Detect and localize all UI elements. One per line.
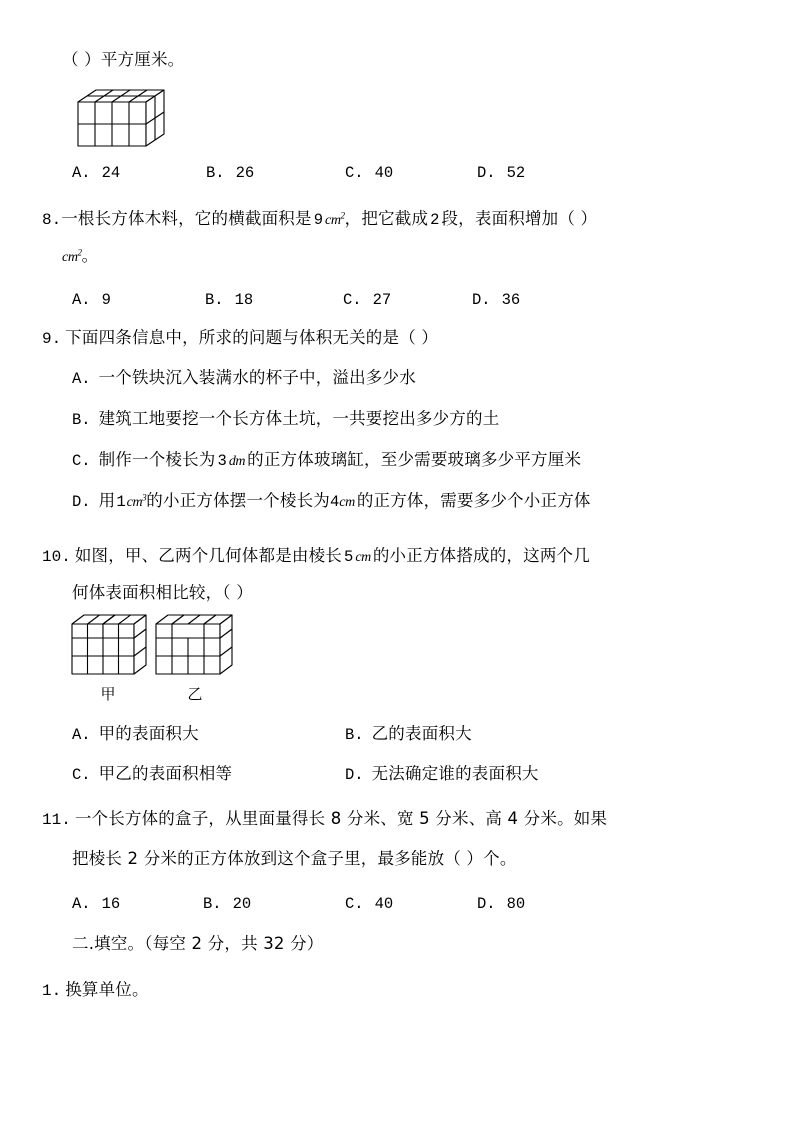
figure-caption-yi: 乙 bbox=[187, 685, 203, 703]
solid-jia-figure bbox=[66, 612, 150, 682]
question-9-stem bbox=[42, 330, 438, 347]
unit-cm: cm bbox=[355, 550, 371, 565]
option-row bbox=[345, 164, 393, 182]
unit-dm: dm bbox=[228, 454, 246, 469]
option-row bbox=[72, 291, 111, 309]
unit-cm: cm bbox=[339, 495, 355, 510]
option-label: C. bbox=[343, 291, 362, 309]
option-value: 36 bbox=[501, 291, 521, 309]
option-label: D. bbox=[472, 291, 491, 309]
option-label: B. bbox=[203, 895, 222, 913]
option-row bbox=[477, 895, 525, 913]
inline-number: 2 bbox=[430, 211, 440, 229]
option-value: 24 bbox=[101, 164, 121, 182]
question-text: 段，表面积增加（ ） bbox=[441, 209, 598, 228]
option-label: A. bbox=[72, 895, 91, 913]
inline-number: 3 bbox=[217, 452, 227, 470]
inline-number: 9 bbox=[313, 211, 324, 229]
option-value: 40 bbox=[374, 164, 394, 182]
section-two-heading: 二.填空。（每空 2 分，共 32 分） bbox=[72, 934, 324, 953]
question-9-option-d bbox=[72, 493, 591, 511]
option-text: 的小正方体摆一个棱长为 bbox=[146, 491, 330, 510]
question-text: 下面四条信息中，所求的问题与体积无关的是（ ） bbox=[65, 328, 439, 347]
question-10-option-b bbox=[345, 726, 472, 744]
option-label: D. bbox=[345, 766, 364, 784]
question-9-option-a bbox=[72, 370, 416, 388]
question-10-option-a bbox=[72, 726, 199, 744]
option-text: 甲的表面积大 bbox=[98, 724, 199, 743]
option-value: 80 bbox=[506, 895, 526, 913]
question-10-option-c bbox=[72, 766, 232, 784]
option-value: 9 bbox=[101, 291, 111, 309]
option-row bbox=[72, 895, 120, 913]
question-10-line-1 bbox=[42, 548, 590, 566]
option-value: 18 bbox=[234, 291, 254, 309]
question-10-line-2: 何体表面积相比较，（ ） bbox=[72, 583, 253, 602]
option-row bbox=[343, 291, 391, 309]
option-label: D. bbox=[477, 895, 496, 913]
question-8-line-1 bbox=[42, 211, 597, 229]
item-text: 换算单位。 bbox=[65, 980, 149, 999]
question-text: 一个长方体的盒子，从里面量得长 8 分米、宽 5 分米、高 4 分米。如果 bbox=[74, 809, 608, 828]
option-label: D. bbox=[477, 164, 496, 182]
option-text: 乙的表面积大 bbox=[371, 724, 472, 743]
option-label: C. bbox=[345, 164, 364, 182]
inline-number: 4 bbox=[329, 493, 340, 511]
question-number: 11. bbox=[42, 811, 71, 829]
section-two-item-1 bbox=[42, 982, 149, 999]
option-text: 用 bbox=[98, 491, 116, 510]
option-row bbox=[203, 895, 251, 913]
cuboid-4x2x2-figure bbox=[64, 88, 168, 150]
option-text: 的正方体玻璃缸，至少需要玻璃多少平方厘米 bbox=[247, 450, 582, 469]
option-value: 52 bbox=[506, 164, 526, 182]
question-text: 如图，甲、乙两个几何体都是由棱长 bbox=[74, 546, 343, 565]
option-value: 26 bbox=[235, 164, 255, 182]
option-value: 20 bbox=[232, 895, 252, 913]
option-row bbox=[472, 291, 520, 309]
question-number: 9. bbox=[42, 330, 62, 348]
unit-cm-squared: $cm^2$ bbox=[325, 210, 345, 228]
unit-cm-cubed: $cm^3$ bbox=[126, 492, 147, 510]
option-row bbox=[72, 164, 120, 182]
option-value: 16 bbox=[101, 895, 121, 913]
option-text: 的正方体，需要多少个小正方体 bbox=[356, 491, 591, 510]
figure-caption-jia: 甲 bbox=[100, 685, 116, 703]
option-value: 40 bbox=[374, 895, 394, 913]
option-label: B. bbox=[345, 726, 364, 744]
option-text: 建筑工地要挖一个长方体土坑，一共要挖出多少方的土 bbox=[98, 409, 500, 428]
question-text: 一根长方体木料，它的横截面积是 bbox=[61, 209, 312, 228]
unit-cm-squared: $cm^2$ bbox=[62, 247, 82, 265]
option-text: 一个铁块沉入装满水的杯子中，溢出多少水 bbox=[98, 368, 416, 387]
question-11-line-1 bbox=[42, 811, 607, 828]
top-fragment-text: （ ）平方厘米。 bbox=[62, 50, 185, 69]
option-label: C. bbox=[72, 452, 91, 470]
option-row bbox=[345, 895, 393, 913]
option-label: A. bbox=[72, 726, 91, 744]
option-text: 制作一个棱长为 bbox=[98, 450, 216, 469]
inline-number: 1 bbox=[116, 493, 126, 511]
solid-yi-figure bbox=[150, 612, 240, 682]
option-row bbox=[206, 164, 254, 182]
option-label: A. bbox=[72, 291, 91, 309]
question-text: 的小正方体搭成的，这两个几 bbox=[372, 546, 590, 565]
option-label: C. bbox=[345, 895, 364, 913]
inline-number: 5 bbox=[344, 548, 354, 566]
option-label: D. bbox=[72, 493, 91, 511]
option-value: 27 bbox=[372, 291, 392, 309]
question-10-option-d bbox=[345, 766, 539, 784]
option-row bbox=[205, 291, 253, 309]
option-label: B. bbox=[206, 164, 225, 182]
option-row bbox=[477, 164, 525, 182]
question-11-line-2: 把棱长 2 分米的正方体放到这个盒子里，最多能放（ ）个。 bbox=[72, 849, 517, 868]
option-text: 甲乙的表面积相等 bbox=[98, 764, 233, 783]
question-text: ，把它截成 bbox=[344, 209, 429, 228]
question-8-line-2 bbox=[62, 248, 98, 265]
option-label: A. bbox=[72, 164, 91, 182]
item-number: 1. bbox=[42, 982, 62, 1000]
option-label: B. bbox=[205, 291, 224, 309]
option-text: 无法确定谁的表面积大 bbox=[371, 764, 539, 783]
question-text: 。 bbox=[81, 246, 99, 265]
question-number: 10. bbox=[42, 548, 71, 566]
option-label: A. bbox=[72, 370, 91, 388]
question-9-option-b bbox=[72, 411, 499, 429]
question-9-option-c bbox=[72, 452, 581, 470]
option-label: B. bbox=[72, 411, 91, 429]
question-number: 8. bbox=[42, 211, 62, 229]
option-label: C. bbox=[72, 766, 91, 784]
